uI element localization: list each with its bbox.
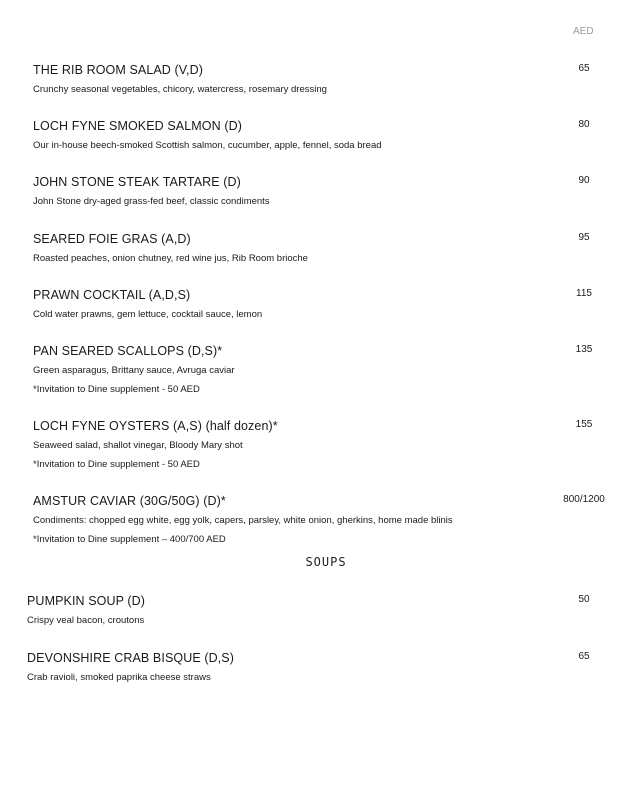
menu-item-supplement-note: *Invitation to Dine supplement - 50 AED: [33, 459, 200, 470]
menu-item-description: Condiments: chopped egg white, egg yolk, capers, parsley, white onion, gherkins, home made blinis: [33, 515, 453, 526]
menu-item: [33, 418, 613, 471]
menu-item-price: 800/1200: [563, 494, 605, 505]
menu-item-name: DEVONSHIRE CRAB BISQUE (D,S): [27, 651, 234, 665]
menu-item: [33, 118, 613, 152]
menu-item-name: PUMPKIN SOUP (D): [27, 594, 146, 608]
menu-item-name: THE RIB ROOM SALAD (V,D): [33, 63, 204, 77]
menu-item: [33, 343, 613, 396]
section-heading-soups: SOUPS: [305, 555, 347, 569]
menu-item: [33, 62, 613, 96]
menu-item: [33, 231, 613, 265]
menu-item-price: 65: [578, 63, 590, 74]
menu-item-description: Roasted peaches, onion chutney, red wine jus, Rib Room brioche: [33, 253, 308, 264]
menu-item-name: PRAWN COCKTAIL (A,D,S): [33, 288, 191, 302]
menu-item-description: Our in-house beech-smoked Scottish salmon, cucumber, apple, fennel, soda bread: [33, 140, 382, 151]
menu-item-description: Crunchy seasonal vegetables, chicory, watercress, rosemary dressing: [33, 84, 327, 95]
menu-item-name: SEARED FOIE GRAS (A,D): [33, 232, 191, 246]
menu-item-price: 65: [578, 651, 590, 662]
menu-item: [33, 174, 613, 208]
menu-item-description: Cold water prawns, gem lettuce, cocktail sauce, lemon: [33, 309, 263, 320]
menu-item: [27, 650, 607, 684]
menu-item-supplement-note: *Invitation to Dine supplement - 50 AED: [33, 384, 200, 395]
menu-item-price: 95: [578, 232, 590, 243]
menu-item-price: 155: [575, 419, 593, 430]
menu-item-supplement-note: *Invitation to Dine supplement – 400/700 AED: [33, 534, 226, 545]
menu-item-description: Crab ravioli, smoked paprika cheese straws: [27, 672, 211, 683]
menu-item: [27, 593, 607, 627]
menu-item-price: 115: [576, 288, 592, 299]
menu-item-price: 90: [578, 175, 590, 186]
menu-item: [33, 287, 613, 321]
menu-item-name: LOCH FYNE SMOKED SALMON (D): [33, 119, 242, 133]
menu-item-description: Green asparagus, Brittany sauce, Avruga caviar: [33, 365, 235, 376]
menu-item-description: Seaweed salad, shallot vinegar, Bloody Mary shot: [33, 440, 243, 451]
menu-item-description: John Stone dry-aged grass-fed beef, classic condiments: [33, 196, 270, 207]
menu-item-name: LOCH FYNE OYSTERS (A,S) (half dozen)*: [33, 419, 278, 433]
menu-item-price: 135: [575, 344, 593, 355]
currency-label: AED: [573, 26, 594, 37]
menu-item-name: JOHN STONE STEAK TARTARE (D): [33, 175, 241, 189]
menu-item-price: 50: [578, 594, 590, 605]
menu-item: [33, 493, 613, 546]
menu-item-description: Crispy veal bacon, croutons: [27, 615, 145, 626]
menu-item-name: AMSTUR CAVIAR (30G/50G) (D)*: [33, 494, 226, 508]
menu-item-price: 80: [578, 119, 590, 130]
menu-item-name: PAN SEARED SCALLOPS (D,S)*: [33, 344, 223, 358]
